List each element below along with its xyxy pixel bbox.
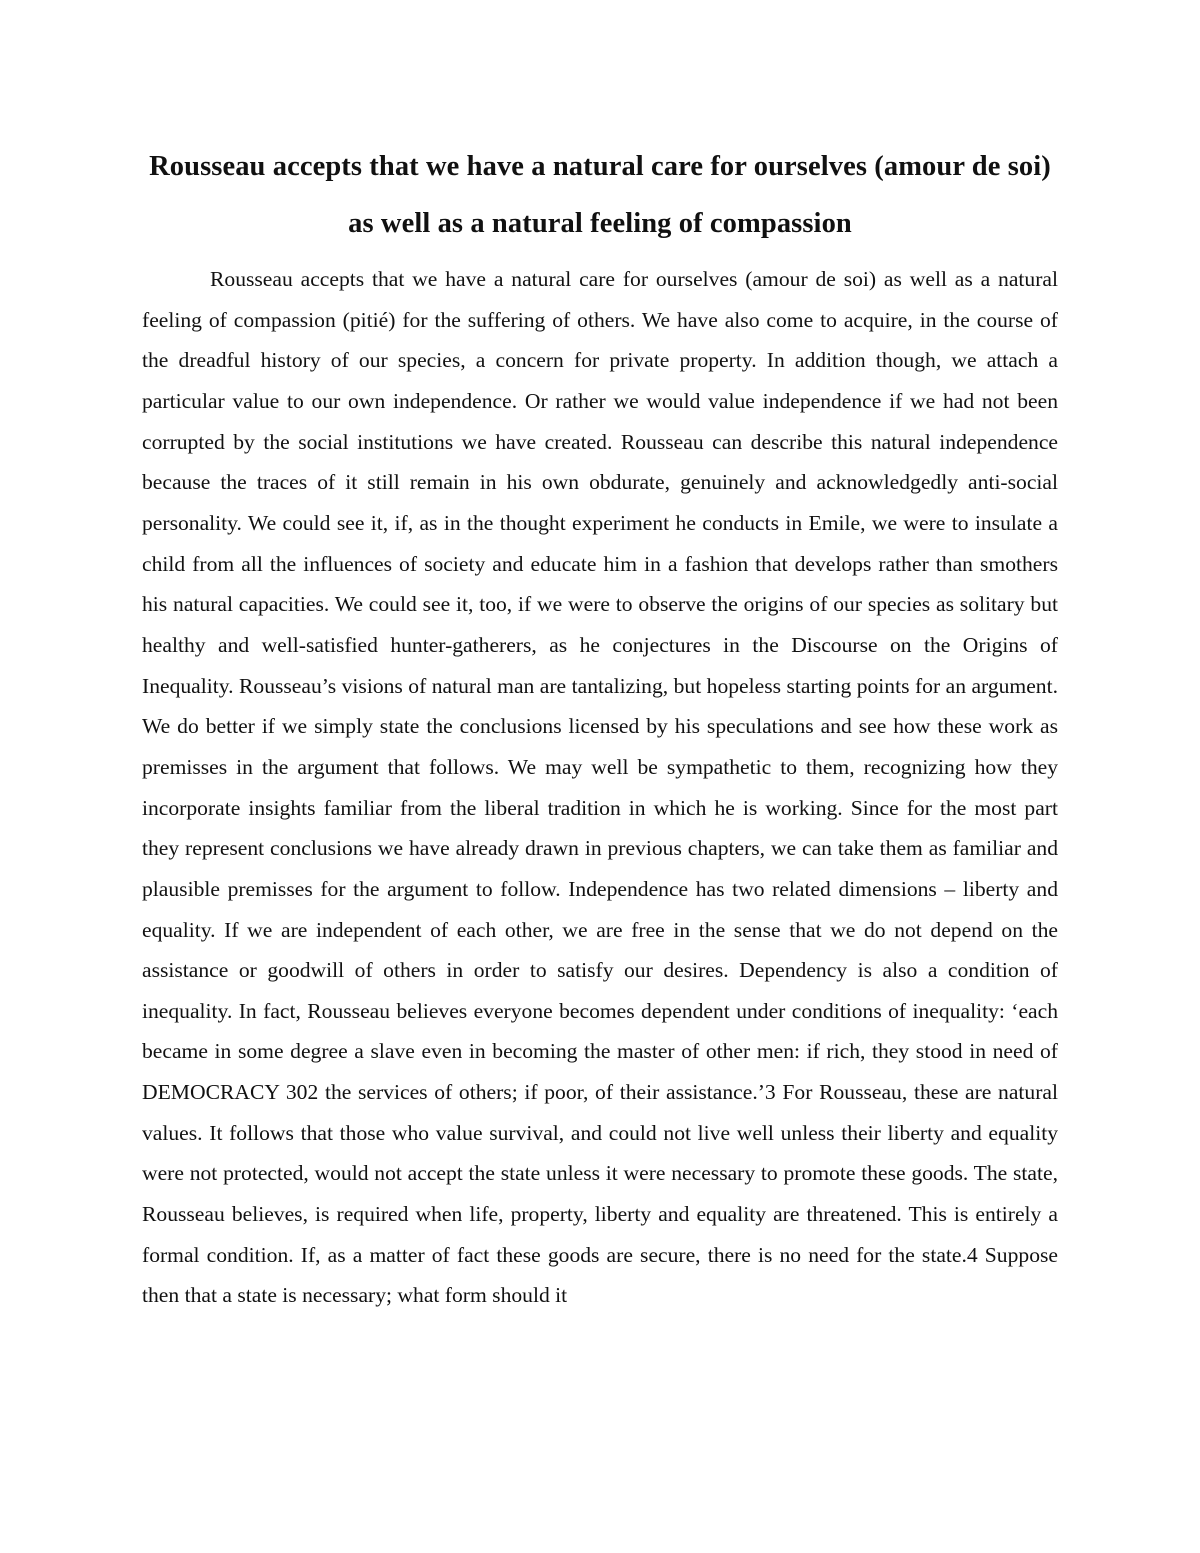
document-title: Rousseau accepts that we have a natural care for ourselves (amour de soi) as well as a natural feeling of compassion [149, 151, 1051, 239]
body-paragraph: Rousseau accepts that we have a natural care for ourselves (amour de soi) as well as a natural feeling of compassion (pitié) for the suffering of others. We have also come to acquire, in the course of the dreadful history of our species, a concern for private property. In addition though, we attach a particular value to our own independence. Or rather we would value independence if we had not been corrupted by the social institutions we have created. Rousseau can describe this natural independence because the traces of it still remain in his own obdurate, genuinely and acknowledgedly anti-social personality. We could see it, if, as in the thought experiment he conducts in Emile, we were to insulate a child from all the influences of society and educate him in a fashion that develops rather than smothers his natural capacities. We could see it, too, if we were to observe the origins of our species as solitary but healthy and well-satisfied hunter-gatherers, as he conjectures in the Discourse on the Origins of Inequality. Rousseau’s visions of natural man are tantalizing, but hopeless starting points for an argument. We do better if we simply state the conclusions licensed by his speculations and see how these work as premisses in the argument that follows. We may well be sympathetic to them, recognizing how they incorporate insights familiar from the liberal tradition in which he is working. Since for the most part they represent conclusions we have already drawn in previous chapters, we can take them as familiar and plausible premisses for the argument to follow. Independence has two related dimensions – liberty and equality. If we are independent of each other, we are free in the sense that we do not depend on the assistance or goodwill of others in order to satisfy our desires. Dependency is also a condition of inequality. In fact, Rousseau believes everyone becomes dependent under conditions of inequality: ‘each became in some degree a slave even in becoming the master of other men: if rich, they stood in need of DEMOCRACY 302 the services of others; if poor, of their assistance.’3 For Rousseau, these are natural values. It follows that those who value survival, and could not live well unless their liberty and equality were not protected, would not accept the state unless it were necessary to promote these goods. The state, Rousseau believes, is required when life, property, liberty and equality are threatened. This is entirely a formal condition. If, as a matter of fact these goods are secure, there is no need for the state.4 Suppose then that a state is necessary; what form should it [142, 267, 1058, 1308]
